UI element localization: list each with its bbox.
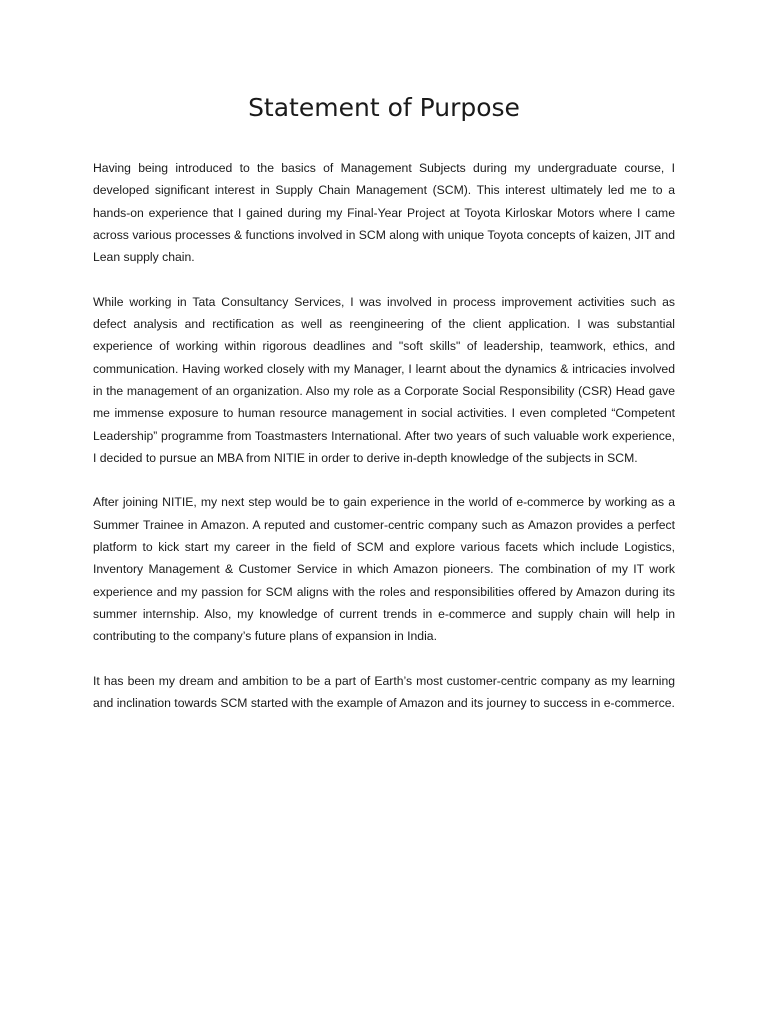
document-body bbox=[93, 157, 675, 737]
paragraph-3: After joining NITIE, my next step would be to gain experience in the world of e-commerce by working as a Summer Trainee in Amazon. A reputed and customer-centric company such as Amazon provides a perfect platform to kick start my career in the field of SCM and explore various facets which include Logistics, Inventory Management & Customer Service in which Amazon pioneers. The combination of my IT work experience and my passion for SCM aligns with the roles and responsibilities offered by Amazon during its summer internship. Also, my knowledge of current trends in e-commerce and supply chain will help in contributing to the company’s future plans of expansion in India. bbox=[93, 495, 675, 644]
paragraph-4: It has been my dream and ambition to be a part of Earth’s most customer-centric company as my learning and inclination towards SCM started with the example of Amazon and its journey to success in e-commerce. bbox=[93, 673, 675, 711]
paragraph-1: Having being introduced to the basics of Management Subjects during my undergraduate course, I developed significant interest in Supply Chain Management (SCM). This interest ultimately led me to a hands-on experience that I gained during my Final-Year Project at Toyota Kirloskar Motors where I came across various processes & functions involved in SCM along with unique Toyota concepts of kaizen, JIT and Lean supply chain. bbox=[93, 161, 675, 265]
document-title: Statement of Purpose bbox=[248, 93, 520, 122]
paragraph-2: While working in Tata Consultancy Services, I was involved in process improvement activities such as defect analysis and rectification as well as reengineering of the client application. I was substantial experience of working within rigorous deadlines and "soft skills" of leadership, teamwork, ethics, and communication. Having worked closely with my Manager, I learnt about the dynamics & intricacies involved in the management of an organization. Also my role as a Corporate Social Responsibility (CSR) Head gave me immense exposure to human resource management in social activities. I even completed “Competent Leadership” programme from Toastmasters International. After two years of such valuable work experience, I decided to pursue an MBA from NITIE in order to derive in-depth knowledge of the subjects in SCM. bbox=[93, 294, 675, 465]
